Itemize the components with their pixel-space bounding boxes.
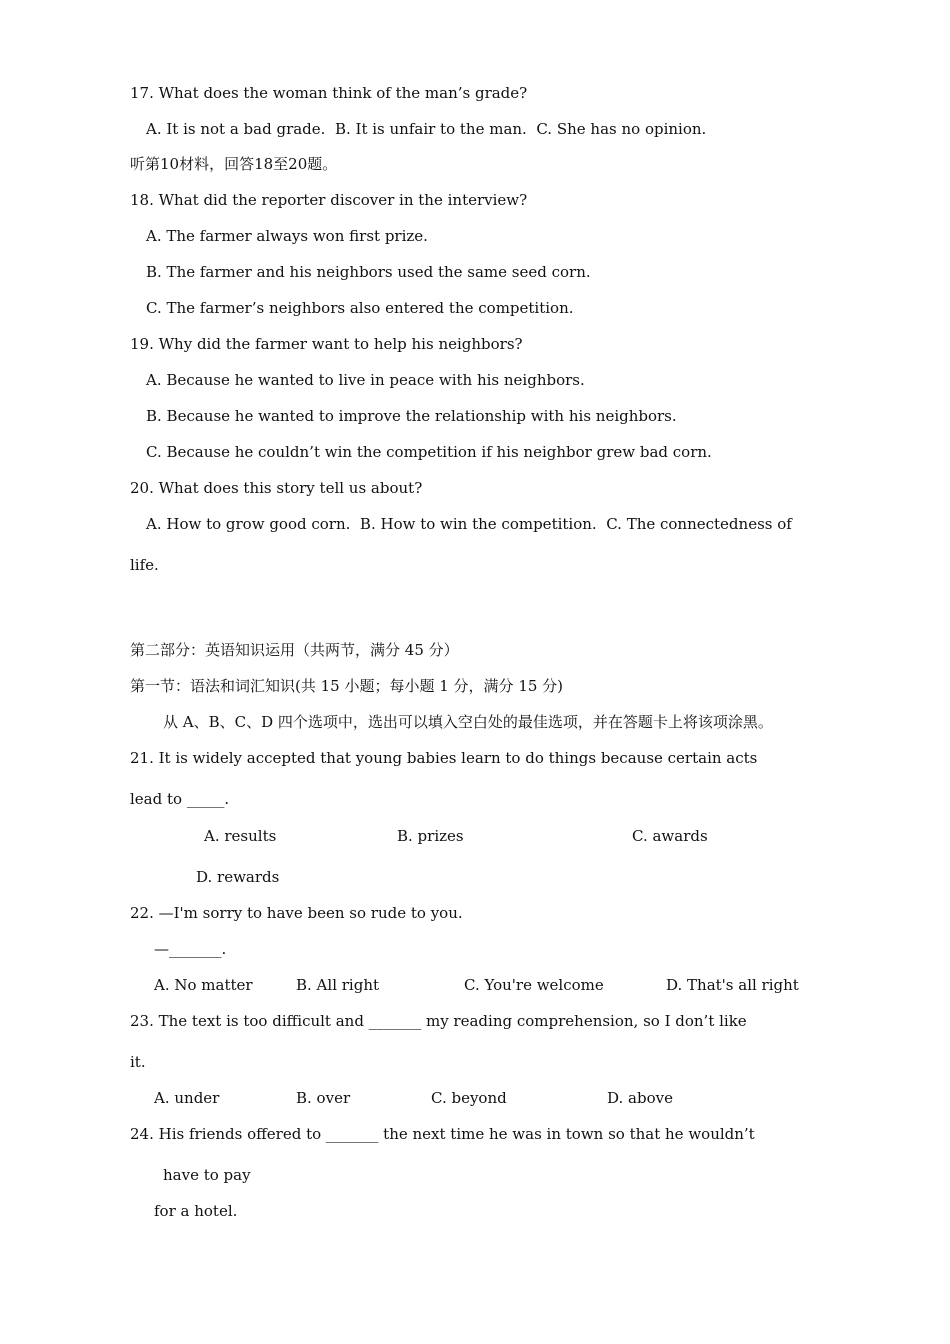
question-21-option-c: C. awards (632, 827, 708, 845)
question-24: 24. His friends offered to _______ the next time he was in town so that he wouldn’t (130, 1125, 755, 1143)
question-20-options: A. How to grow good corn. B. How to win the competition. C. The connectedness of (146, 515, 792, 533)
question-23: 23. The text is too difficult and _______ my reading comprehension, so I don’t like (130, 1012, 747, 1030)
question-19-option-c: C. Because he couldn’t win the competition if his neighbor grew bad corn. (146, 443, 712, 461)
question-23-option-b: B. over (296, 1089, 351, 1107)
question-20: 20. What does this story tell us about? (130, 479, 423, 497)
question-21: 21. It is widely accepted that young babies learn to do things because certain acts (130, 749, 758, 767)
question-19: 19. Why did the farmer want to help his neighbors? (130, 335, 523, 353)
question-18-option-b: B. The farmer and his neighbors used the same seed corn. (146, 263, 591, 281)
question-23-option-a: A. under (154, 1089, 220, 1107)
question-21-option-d: D. rewards (196, 868, 280, 886)
section-one-heading: 第一节：语法和词汇知识(共 15 小题；每小题 1 分，满分 15 分) (130, 677, 564, 695)
question-19-option-b: B. Because he wanted to improve the relationship with his neighbors. (146, 407, 677, 425)
question-24-continued: have to pay (163, 1166, 251, 1184)
question-24-continued-2: for a hotel. (154, 1202, 238, 1220)
question-17-options: A. It is not a bad grade. B. It is unfair to the man. C. She has no opinion. (146, 120, 707, 138)
question-22-response: —_______. (154, 940, 227, 958)
question-22-option-a: A. No matter (154, 976, 253, 994)
part-two-heading: 第二部分：英语知识运用（共两节，满分 45 分） (130, 641, 459, 659)
question-18-option-a: A. The farmer always won first prize. (146, 227, 428, 245)
question-21-option-b: B. prizes (397, 827, 464, 845)
question-22-option-d: D. That's all right (666, 976, 799, 994)
question-18-option-c: C. The farmer’s neighbors also entered the competition. (146, 299, 574, 317)
question-21-option-a: A. results (204, 827, 277, 845)
section-instructions: 从 A、B、C、D 四个选项中，选出可以填入空白处的最佳选项，并在答题卡上将该项涂黑。 (163, 713, 773, 731)
question-22: 22. —I'm sorry to have been so rude to you. (130, 904, 463, 922)
question-17: 17. What does the woman think of the man’s grade? (130, 84, 528, 102)
question-18: 18. What did the reporter discover in the interview? (130, 191, 528, 209)
question-20-options-continued: life. (130, 556, 159, 574)
question-22-option-c: C. You're welcome (464, 976, 604, 994)
question-22-option-b: B. All right (296, 976, 380, 994)
question-23-option-c: C. beyond (431, 1089, 507, 1107)
question-23-option-d: D. above (607, 1089, 673, 1107)
question-21-continued: lead to _____. (130, 790, 230, 808)
question-19-option-a: A. Because he wanted to live in peace with his neighbors. (146, 371, 585, 389)
listening-material-10-instruction: 听第10材料，回答18至20题。 (130, 155, 338, 173)
question-23-continued: it. (130, 1053, 146, 1071)
